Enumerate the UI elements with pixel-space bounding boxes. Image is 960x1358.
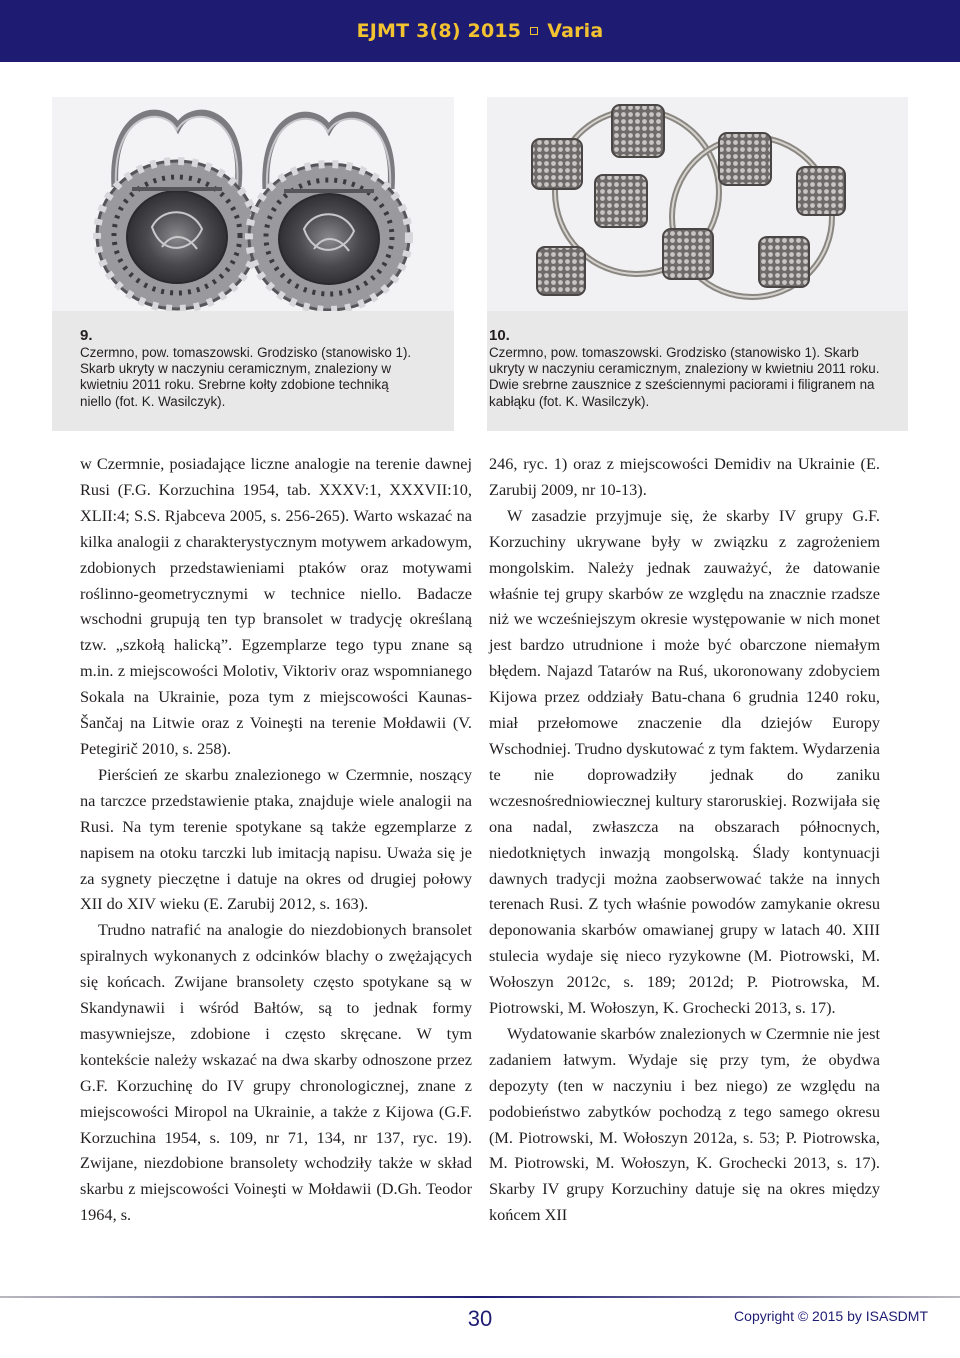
- bead-3: [595, 175, 647, 227]
- page-number: 30: [467, 1306, 493, 1331]
- header-title: [357, 20, 604, 42]
- paragraph: 246, ryc. 1) oraz z miejscowości Demidiv na Ukrainie (E. Zarubij 2009, nr 10-13).: [489, 454, 880, 499]
- photo-kolts: [52, 97, 454, 311]
- paragraph: W zasadzie przyjmuje się, że skarby IV grupy G.F. Korzuchiny ukrywane były w związku z zagrożeniem mongolskim. Należy jednak zauważyć, że datowanie właśnie tej grupy skarbów ze względu na znacznie rzadsze niż we wcześniejszym okresie występowanie w nich monet jest bardzo utrudnione i może być obarczone niemałym błędem. Najazd Tatarów na Ruś, ukoronowany zdobyciem Kijowa przez oddziały Batu-chana 6 grudnia 1240 roku, miał przełomowe znaczenie dla dziejów Europy Wschodniej. Trudno dyskutować z tym faktem. Wydarzenia te nie doprowadziły jednak do zaniku wczesnośredniowiecznej kultury staroruskiej. Rozwijała się ona nadal, zwłaszcza na obszarach północnych, niedotkniętych inwazją mongolską. Ślady kontynuacji dawnych tradycji można zaobserwować także na innych terenach Rusi. Z tych właśnie powodów zamykanie okresu deponowania skarbów omawianej grupy w latach 40. XIII stulecia wydaje się nieco ryzykowne (M. Piotrowski, M. Wołoszyn 2012c, s. 189; 2012d; P. Piotrowska, M. Piotrowski, M. Wołoszyn, K. Grochecki 2013, s. 17).: [489, 505, 880, 1018]
- paragraph: Wydatowanie skarbów znalezionych w Czermnie nie jest zadaniem łatwym. Wydaje się przy tym, że obydwa depozyty (ten w naczyniu i bez niego) ze względu na podobieństwo zabytków pochodzą z tego samego okresu (M. Piotrowski, M. Wołoszyn 2012a, s. 53; P. Piotrowska, M. Piotrowski, M. Wołoszyn, K. Grochecki 2013, s. 17). Skarby IV grupy Korzuchiny datuje się na okres między końcem XII: [489, 1023, 880, 1225]
- photo-temple-rings: [487, 97, 908, 311]
- body-column-left: [80, 451, 472, 1228]
- bead-4: [537, 247, 585, 295]
- journal-name: EJMT 3(8) 2015: [356, 20, 522, 42]
- figure-caption-text: Czermno, pow. tomaszowski. Grodzisko (stanowisko 1). Skarb ukryty w naczyniu ceramicznym, znaleziony w kwietniu 2011 roku. Dwie srebrne zausznice z sześciennymi paciorami i filigranem na kabłąku (fot. K. Wasilczyk).: [489, 345, 880, 409]
- figure-number: 10.: [489, 327, 510, 344]
- figure-caption-text: Czermno, pow. tomaszowski. Grodzisko (stanowisko 1). Skarb ukryty w naczyniu ceramicznym, znaleziony w kwietniu 2011 roku. Srebrne kołty zdobione techniką niello (fot. K. Wasilczyk).: [80, 345, 412, 409]
- copyright-notice: Copyright © 2015 by ISASDMT: [734, 1308, 928, 1324]
- bead-7: [663, 229, 713, 279]
- square-separator-icon: [530, 27, 538, 35]
- bead-5: [719, 133, 771, 185]
- journal-header: [0, 0, 960, 62]
- paragraph: Pierścień ze skarbu znalezionego w Czermnie, noszący na tarczce przedstawienie ptaka, znajduje wiele analogii na Rusi. Na tym terenie spotykane są także egzemplarze z napisem na otoku tarczki lub imitacją napisu. Uważa się je za sygnety pieczętne i datuje na okres od drugiej połowy XII do XIV wieku (E. Zarubij 2012, s. 163).: [80, 764, 472, 914]
- footer-rule: [0, 1296, 960, 1298]
- bead-6: [797, 167, 845, 215]
- figure-10-caption-box: [487, 311, 908, 431]
- bead-8: [759, 237, 809, 287]
- section-name: Varia: [547, 20, 604, 42]
- paragraph: Trudno natrafić na analogie do niezdobionych bransolet spiralnych wykonanych z odcinków blachy o zwężających się końcach. Zwijane bransolety często spotykane są w Skandynawii i wśród Bałtów, są to jednak formy masywniejsze, zdobione i często skręcane. W tym kontekście należy wskazać na dwa skarby odnoszone przez G.F. Korzuchinę do IV grupy chronologicznej, znane z miejscowości Miropol na Ukrainie, a także z Kijowa (G.F. Korzuchina 1954, s. 109, nr 71, 134, nr 137, ryc. 19). Zwijane, niezdobione bransolety wchodziły także w skład skarbu z miejscowości Voineşti w Mołdawii (D.Gh. Teodor 1964, s.: [80, 920, 472, 1225]
- body-column-right: [489, 451, 880, 1228]
- paragraph: w Czermnie, posiadające liczne analogie na terenie dawnej Rusi (F.G. Korzuchina 1954, tab. XXXV:1, XXXVII:10, XLII:4; S.S. Rjabceva 2005, s. 256-265). Warto wskazać na kilka analogii z charakterystycznym motywem arkadowym, zdobionych przedstawieniami ptaków oraz motywami roślinno-geometrycznymi w technice niello. Badacze wschodni grupują ten typ bransolet w tradycję określaną tzw. „szkołą halicką”. Egzemplarze tego typu znane są m.in. z miejscowości Molotiv, Viktoriv oraz wspomnianego Sokala na Ukrainie, poza tym z miejscowości Kaunas-Šančaj na Litwie oraz z Voineşti na terenie Mołdawii (V. Petegirič 2010, s. 258).: [80, 454, 472, 758]
- bead-1: [532, 139, 582, 189]
- figure-9-caption-box: [52, 311, 454, 431]
- figure-number: 9.: [80, 327, 93, 344]
- bead-2: [612, 105, 664, 157]
